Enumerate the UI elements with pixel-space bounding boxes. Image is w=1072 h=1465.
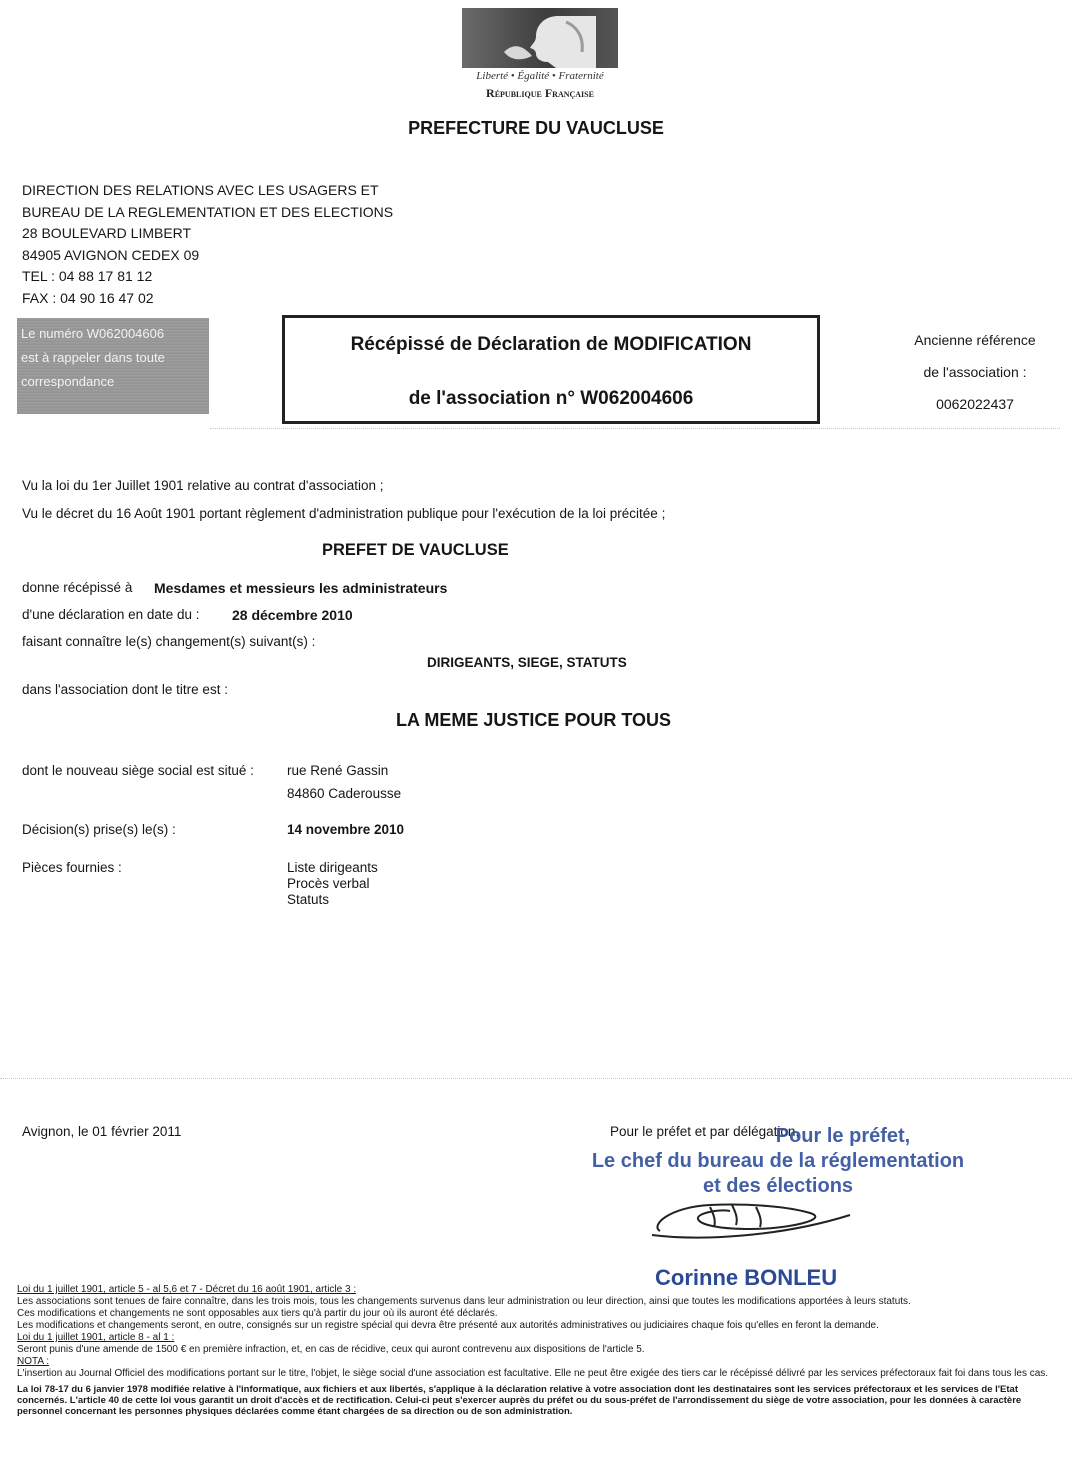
receipt-title-line-2: de l'association n° W062004606 bbox=[408, 388, 694, 409]
decision-label: Décision(s) prise(s) le(s) : bbox=[22, 822, 176, 837]
receipt-title-line-1: Récépissé de Déclaration de MODIFICATION bbox=[350, 334, 752, 355]
ref-box-line-2: est à rappeler dans toute bbox=[21, 350, 165, 365]
logo-motto: Liberté • Égalité • Fraternité bbox=[476, 70, 604, 82]
ref-box-line-3: correspondance bbox=[21, 374, 115, 389]
stamp-line-2: Le chef du bureau de la réglementation bbox=[591, 1150, 965, 1172]
pieces-item: Procès verbal bbox=[287, 876, 370, 891]
address-line-1: DIRECTION DES RELATIONS AVEC LES USAGERS ET bbox=[22, 182, 379, 198]
address-line-2: BUREAU DE LA REGLEMENTATION ET DES ELECTIONS bbox=[22, 203, 394, 220]
scan-noise-line bbox=[0, 1078, 1072, 1080]
stamp-line-3: et des élections bbox=[702, 1175, 854, 1197]
address-line-4: 84905 AVIGNON CEDEX 09 bbox=[22, 246, 200, 263]
place-and-date: Avignon, le 01 février 2011 bbox=[22, 1124, 182, 1139]
recipient-value: Mesdames et messieurs les administrateurs bbox=[154, 580, 448, 596]
marianne-logo bbox=[462, 8, 618, 104]
delegation-text: Pour le préfet et par délégation, bbox=[610, 1124, 800, 1139]
recipient-label: donne récépissé à bbox=[22, 580, 133, 595]
decision-value: 14 novembre 2010 bbox=[287, 822, 405, 837]
seat-label: dont le nouveau siège social est situé : bbox=[22, 763, 254, 778]
marianne-profile-icon bbox=[496, 12, 596, 68]
footer-paragraph: Seront punis d'une amende de 1500 € en première infraction, et, en cas de récidive, ceux qui auront contrevenu aux dispositions de l'article 5. bbox=[17, 1344, 645, 1355]
footer-ref-1: Loi du 1 juillet 1901, article 5 - al 5,6 et 7 - Décret du 16 août 1901, article 3 : bbox=[17, 1284, 357, 1295]
footer-paragraph: La loi 78-17 du 6 janvier 1978 modifiée relative à l'informatique, aux fichiers et aux libertés, s'applique à la déclaration relative à votre association dont les destinataires sont les services préfectoraux et les services de l'Etat concernés. L'article 40 de cette loi vous garantit un droit d'accès et de rectification. Celui-ci peut s'exercer auprès du préfet ou du sous-préfet de l'arrondissement du siège de votre association, pour les données à caractère personnel concernant les personnes physiques déclarées comme étant chargées de sa direction ou de son administration. bbox=[17, 1384, 1022, 1417]
receipt-title-box bbox=[282, 315, 820, 424]
changes-value: DIRIGEANTS, SIEGE, STATUTS bbox=[427, 655, 627, 670]
seat-city: 84860 Caderousse bbox=[287, 786, 402, 801]
footer-paragraph: Les associations sont tenues de faire connaître, dans les trois mois, tous les changements survenus dans leur administration ou leur direction, ainsi que toutes les modifications apportées à leurs statuts. bbox=[17, 1296, 911, 1307]
legal-basis-line-1: Vu la loi du 1er Juillet 1901 relative au contrat d'association ; bbox=[22, 478, 384, 493]
logo-republic: République Française bbox=[486, 86, 594, 100]
legal-footer bbox=[17, 1284, 1057, 1417]
handwritten-signature-icon bbox=[640, 1185, 870, 1245]
prefet-heading: PREFET DE VAUCLUSE bbox=[322, 541, 509, 559]
pieces-list bbox=[287, 860, 378, 908]
footer-paragraph: Ces modifications et changements ne sont opposables aux tiers qu'à partir du jour où ils auront été déclarés. bbox=[17, 1308, 498, 1319]
declaration-date-label: d'une déclaration en date du : bbox=[22, 607, 200, 622]
footer-nota: NOTA : bbox=[17, 1356, 50, 1367]
association-title: LA MEME JUSTICE POUR TOUS bbox=[396, 710, 672, 730]
prefecture-title: PREFECTURE DU VAUCLUSE bbox=[408, 118, 664, 138]
address-block bbox=[22, 180, 393, 309]
signatory-name: Corinne BONLEU bbox=[655, 1265, 838, 1290]
legal-basis-line-2: Vu le décret du 16 Août 1901 portant règlement d'administration publique pour l'exécution de la loi précitée ; bbox=[22, 506, 666, 521]
old-ref-line-1: Ancienne référence bbox=[914, 332, 1036, 348]
pieces-item: Statuts bbox=[287, 892, 330, 907]
old-reference bbox=[880, 324, 1070, 420]
footer-ref-2: Loi du 1 juillet 1901, article 8 - al 1 : bbox=[17, 1332, 175, 1343]
footer-paragraph: Les modifications et changements seront, en outre, consignés sur un registre spécial qui devra être présenté aux autorités administratives ou judiciaires chaque fois qu'elles en feront la demande. bbox=[17, 1320, 879, 1331]
pieces-label: Pièces fournies : bbox=[22, 860, 122, 875]
declaration-date-value: 28 décembre 2010 bbox=[232, 607, 353, 623]
footer-paragraph: L'insertion au Journal Officiel des modifications portant sur le titre, l'objet, le siège social d'une association est facultative. Elle ne peut être exigée des tiers car le récépissé délivré par les services préfectoraux fait foi dans tous les cas. bbox=[17, 1368, 1049, 1379]
association-title-label: dans l'association dont le titre est : bbox=[22, 682, 228, 697]
seat-street: rue René Gassin bbox=[287, 763, 389, 778]
reference-number-box bbox=[17, 318, 209, 414]
pieces-item: Liste dirigeants bbox=[287, 860, 378, 875]
ref-box-line-1: Le numéro W062004606 bbox=[21, 326, 165, 341]
old-ref-value: 0062022437 bbox=[936, 396, 1014, 412]
stamp-line-1: Pour le préfet, bbox=[775, 1125, 911, 1147]
address-line-3: 28 BOULEVARD LIMBERT bbox=[22, 225, 192, 241]
scan-noise-line bbox=[210, 428, 1060, 430]
old-ref-line-2: de l'association : bbox=[923, 364, 1027, 380]
address-tel: TEL : 04 88 17 81 12 bbox=[22, 268, 153, 284]
address-fax: FAX : 04 90 16 47 02 bbox=[22, 289, 154, 306]
legal-basis bbox=[22, 472, 665, 528]
changes-label: faisant connaître le(s) changement(s) suivant(s) : bbox=[22, 634, 316, 649]
